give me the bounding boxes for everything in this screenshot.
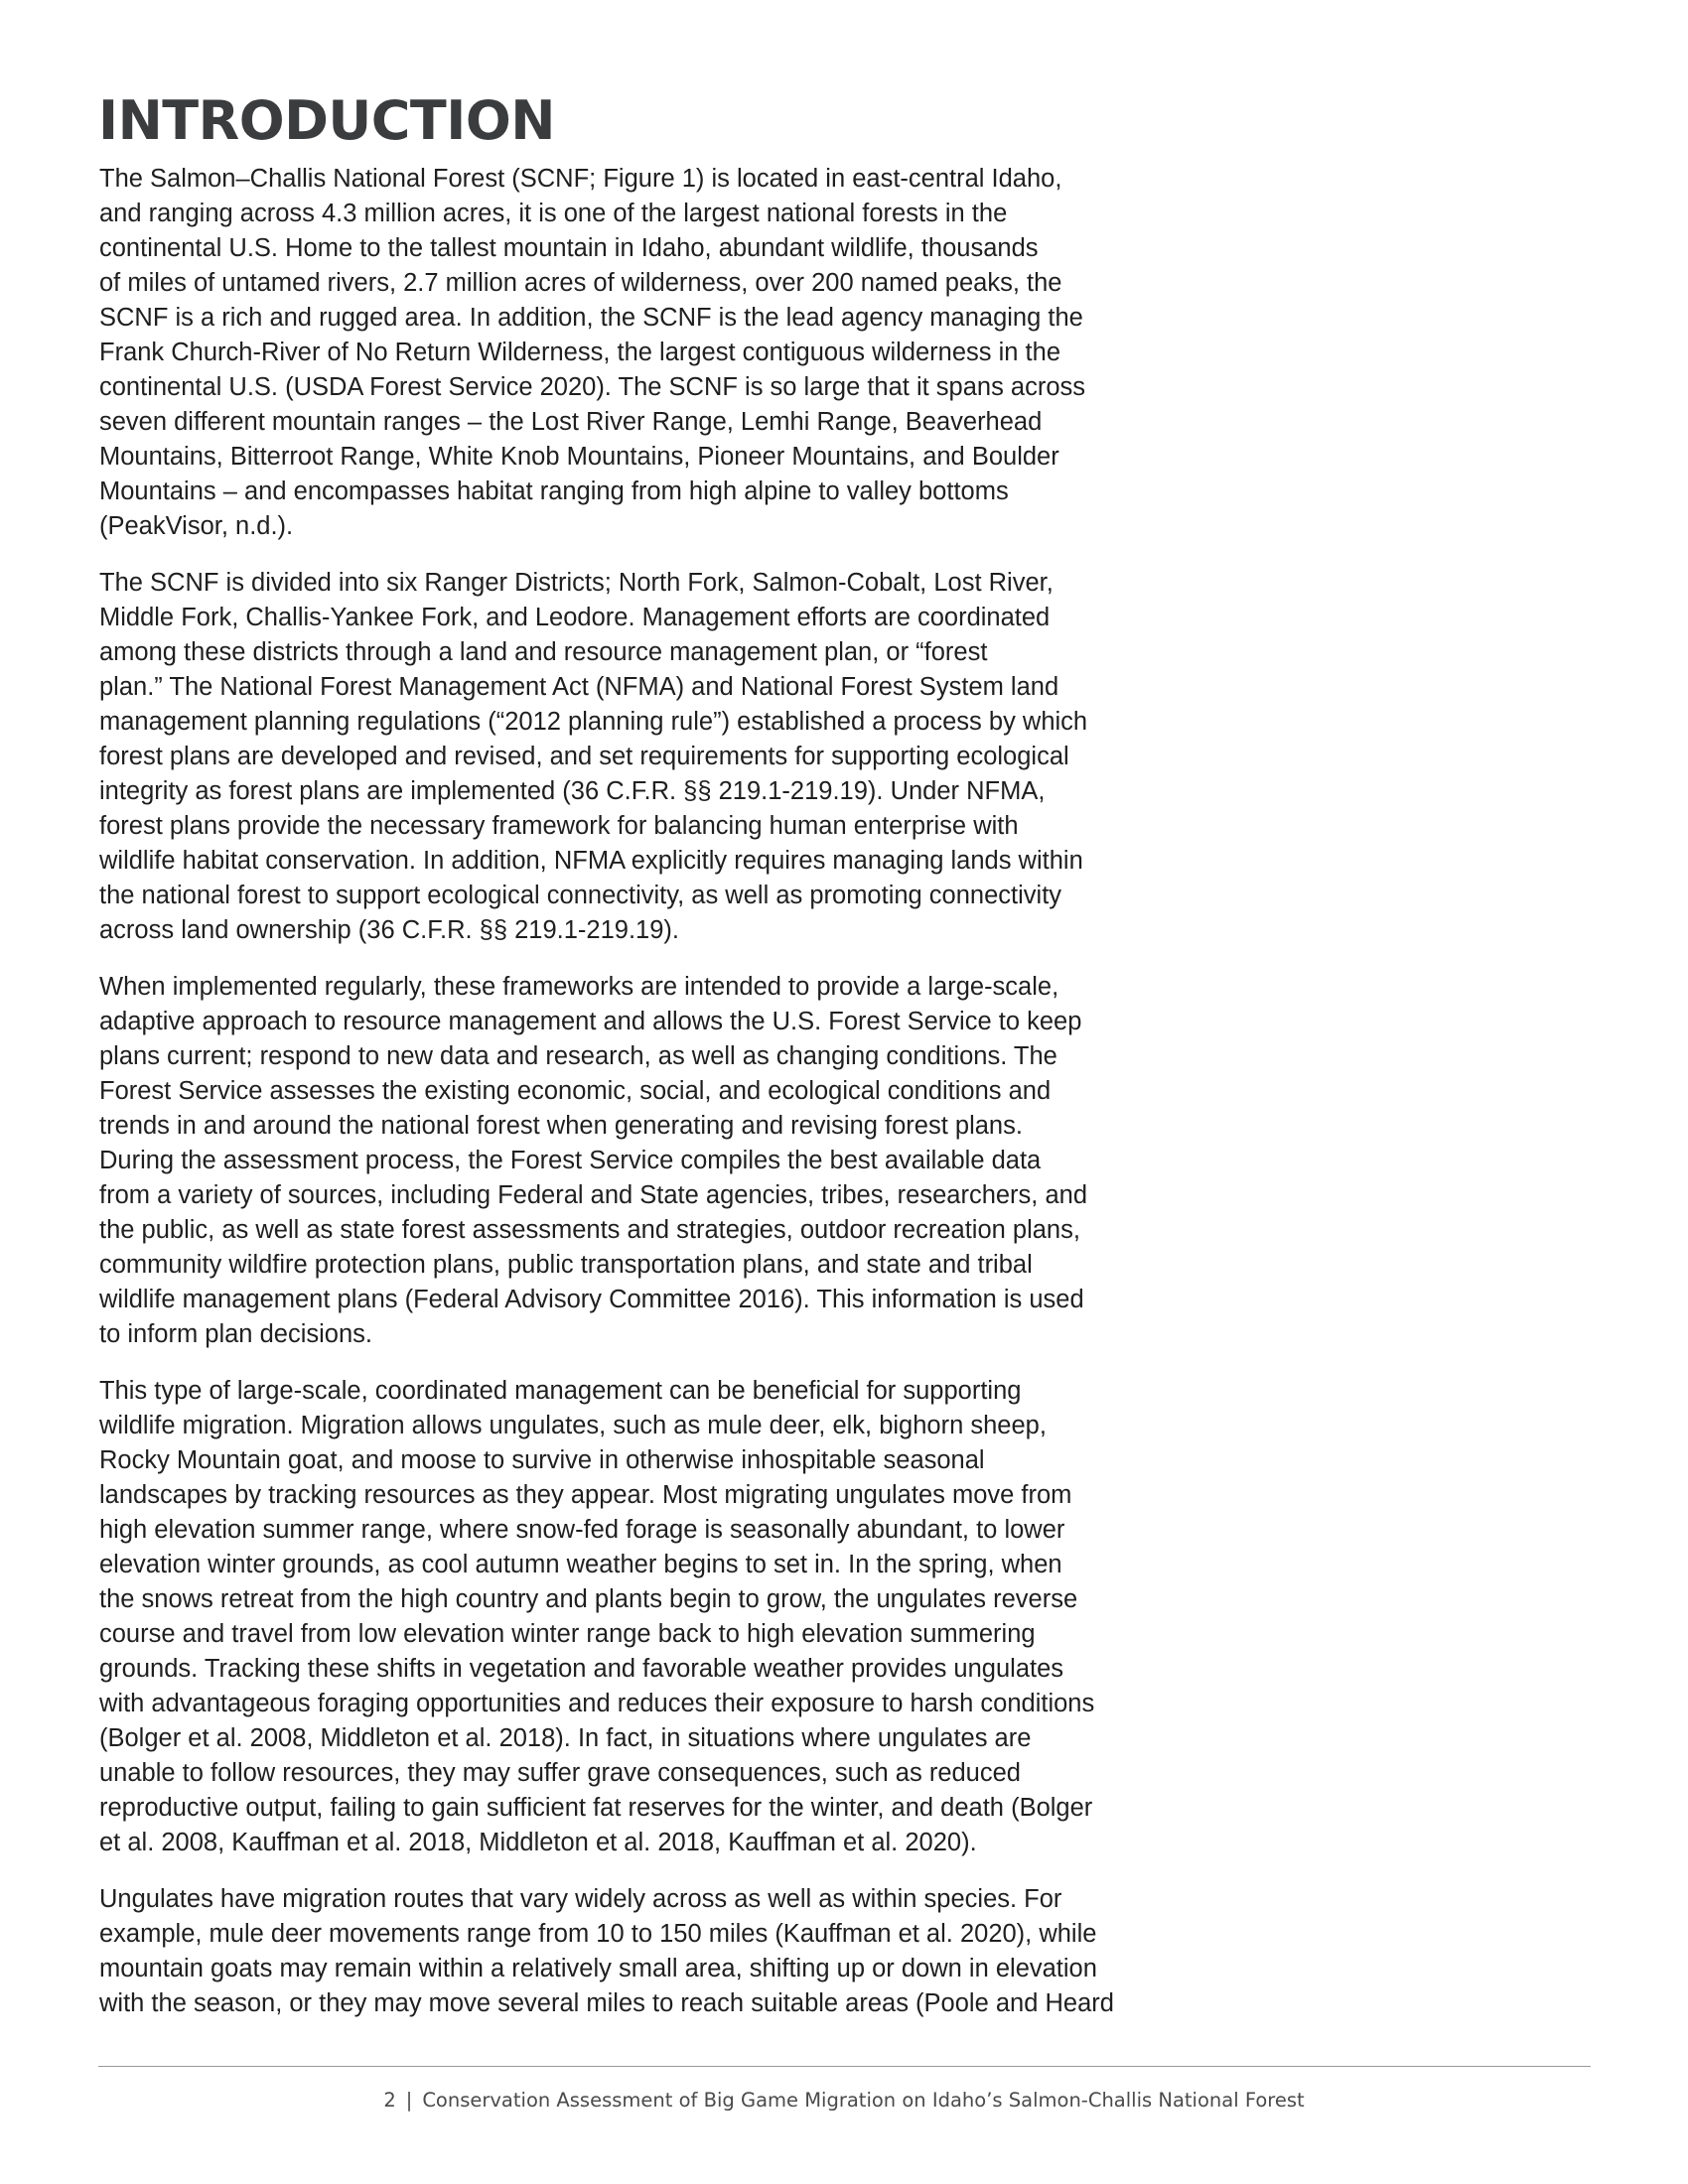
page-number: 2	[383, 2089, 396, 2112]
paragraph-planning-frameworks: When implemented regularly, these frameworks are intended to provide a large-scale, adaptive approach to resource management and allows the U.S. Forest Service to keep plans current; respond to new data and research, as well as changing conditions. The Forest Service assesses the existing economic, social, and ecological conditions and trends in and around the national forest when generating and revising forest plans. During the assessment process, the Forest Service compiles the best available data from a variety of sources, including Federal and State agencies, tribes, researchers, and the public, as well as state forest assessments and strategies, outdoor recreation plans, community wildfire protection plans, public transportation plans, and state and tribal wildlife management plans (Federal Advisory Committee 2016). This information is used to inform plan decisions.	[99, 973, 1088, 1348]
paragraph-migration-routes: Ungulates have migration routes that vary widely across as well as within species. For example, mule deer movements range from 10 to 150 miles (Kauffman et al. 2020), while mountain goats may remain within a relatively small area, shifting up or down in elevation with the season, or they may move several miles to reach suitable areas (Poole and Heard	[99, 1885, 1114, 2017]
footer-divider	[98, 2066, 1591, 2067]
body-text	[99, 162, 1221, 2043]
page-footer	[0, 2088, 1688, 2114]
paragraph-location-overview: The Salmon–Challis National Forest (SCNF; Figure 1) is located in east-central Idaho, and ranging across 4.3 million acres, it is one of the largest national forests in the continental U.S. Home to the tallest mountain in Idaho, abundant wildlife, thousands of miles of untamed rivers, 2.7 million acres of wilderness, over 200 named peaks, the SCNF is a rich and rugged area. In addition, the SCNF is the lead agency managing the Frank Church-River of No Return Wilderness, the largest contiguous wilderness in the continental U.S. (USDA Forest Service 2020). The SCNF is so large that it spans across seven different mountain ranges – the Lost River Range, Lemhi Range, Beaverhead Mountains, Bitterroot Range, White Knob Mountains, Pioneer Mountains, and Boulder Mountains – and encompasses habitat ranging from high alpine to valley bottoms (PeakVisor, n.d.).	[99, 165, 1086, 540]
paragraph-ranger-districts: The SCNF is divided into six Ranger Districts; North Fork, Salmon-Cobalt, Lost River, Middle Fork, Challis-Yankee Fork, and Leodore. Management efforts are coordinated among these districts through a land and resource management plan, or “forest plan.” The National Forest Management Act (NFMA) and National Forest System land management planning regulations (“2012 planning rule”) established a process by which forest plans are developed and revised, and set requirements for supporting ecological integrity as forest plans are implemented (36 C.F.R. §§ 219.1-219.19). Under NFMA, forest plans provide the necessary framework for balancing human enterprise with wildlife habitat conservation. In addition, NFMA explicitly requires managing lands within the national forest to support ecological connectivity, as well as promoting connectivity across land ownership (36 C.F.R. §§ 219.1-219.19).	[99, 569, 1088, 944]
paragraph-wildlife-migration: This type of large-scale, coordinated management can be beneficial for supporting wildlife migration. Migration allows ungulates, such as mule deer, elk, bighorn sheep, Rocky Mountain goat, and moose to survive in otherwise inhospitable seasonal landscapes by tracking resources as they appear. Most migrating ungulates move from high elevation summer range, where snow-fed forage is seasonally abundant, to lower elevation winter grounds, as cool autumn weather begins to set in. In the spring, when the snows retreat from the high country and plants begin to grow, the ungulates reverse course and travel from low elevation winter range back to high elevation summering grounds. Tracking these shifts in vegetation and favorable weather provides ungulates with advantageous foraging opportunities and reduces their exposure to harsh conditions (Bolger et al. 2008, Middleton et al. 2018). In fact, in situations where ungulates are unable to follow resources, they may suffer grave consequences, such as reduced reproductive output, failing to gain sufficient fat reserves for the winter, and death (Bolger et al. 2008, Kauffman et al. 2018, Middleton et al. 2018, Kauffman et al. 2020).	[99, 1377, 1095, 1856]
page-title: INTRODUCTION	[98, 89, 555, 152]
footer-separator: |	[405, 2089, 413, 2112]
document-title: Conservation Assessment of Big Game Migration on Idaho’s Salmon-Challis National Forest	[422, 2089, 1305, 2112]
